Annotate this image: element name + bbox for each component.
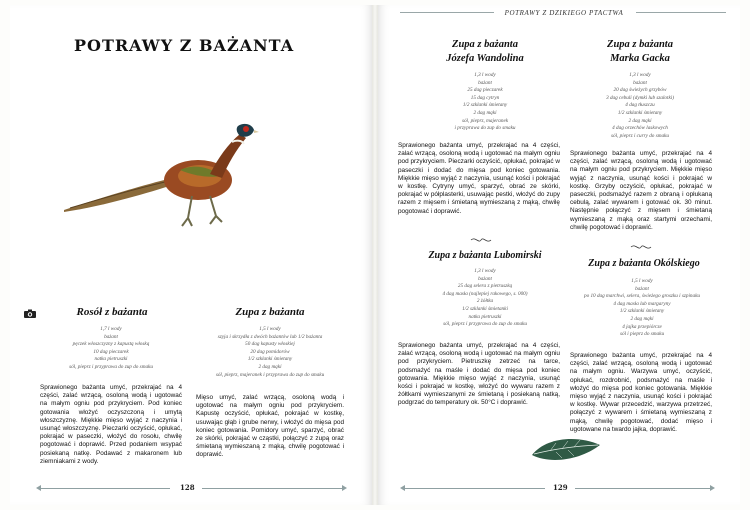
ingredient-item: 2 dag mąki [258, 363, 282, 370]
ingredient-item: 2 dag mąki [628, 117, 652, 124]
ingredient-item: 15 dag cytryn [470, 94, 500, 101]
footer-rule-left-a [40, 488, 170, 489]
ingredient-item: 1/2 szklanki śmietany [619, 308, 665, 315]
ingredient-item: sól, pieprz, majeranek i przyprawa do zup do smaku [215, 371, 325, 378]
ingredient-item: 50 dag kapusty włoskiej [245, 341, 295, 348]
ingredient-item: sól, pieprz i przyprawa do zup do smaku [69, 363, 153, 370]
recipe-title-line: Zupa z bażanta [607, 39, 673, 50]
page-number-right: 129 [553, 483, 568, 492]
arrow-ornament-icon [710, 485, 715, 491]
ingredient-list-zupa [196, 326, 344, 379]
ingredient-item: pęczek włoszczyzny z kapustą włoską [72, 341, 150, 348]
ingredient-item: bażant [104, 333, 118, 340]
ingredient-item: 2 żółtka [476, 298, 494, 305]
ingredient-item: 25 dag pieczarek [467, 87, 503, 94]
ingredient-item: po 10 dag marchwi, selera, świeżego groszku i szpinaku [583, 293, 701, 300]
ingredient-item: 1/2 szklanki śmietanki [462, 305, 508, 312]
ingredient-item: 2 dag mąki [630, 315, 654, 322]
ingredient-item: natka pietruszki [468, 313, 502, 320]
ingredient-item: sól, pieprz i curry do smaku [611, 132, 669, 139]
ingredient-item: 1,7 l wody [100, 326, 122, 332]
ingredient-item: 1,3 l wody [629, 72, 651, 78]
recipe-title-okolskiego: Zupa z bażanta Okólskiego [588, 258, 700, 269]
ingredient-item: 2 dag mąki [473, 109, 497, 116]
flourish-ornament-icon [470, 236, 492, 244]
ingredient-item: bażant [478, 79, 492, 86]
camera-icon [24, 309, 36, 318]
ingredient-item: natka pietruszki [94, 356, 128, 363]
ingredient-item: 4 jajka przepiórcze [622, 323, 662, 330]
arrow-ornament-icon [342, 485, 347, 491]
ingredient-item: 25 dag selera z pietruszką [457, 283, 513, 290]
ingredient-item: i przyprawa do zup do smaku [454, 125, 516, 132]
recipe-body-okolskiego: Sprawionego bażanta umyć, przekrajać na 4 części, zalać wrzącą, osoloną wodą i ugotować na małym ogniu. Warzywa umyć, oczyścić, opłukać, rozdrobnić, podsmażyć na maśle i włożyć do mięsa pod koniec gotowania. Miękkie mięso wyjąć z naczynia, usunąć kości i pokrajać w kostkę. Wywar przecedzić, warzywa przetrzeć, połączyć z wywarem i śmietaną wymieszaną z mąką, chwilę pogotować, dodać mięso i ugotowane na twardo jajka, doprawić. [570, 352, 712, 433]
arrow-ornament-icon [36, 485, 41, 491]
recipe-title-lubomirski: Zupa z bażanta Lubomirski [428, 250, 542, 261]
ingredient-item: sól i pieprz do smaku [619, 331, 665, 338]
ingredient-item: bażant [478, 275, 492, 282]
leaf-ornament-icon [530, 433, 602, 465]
pheasant-illustration [60, 118, 260, 238]
ingredient-item: 10 dag pieczarek [93, 348, 129, 355]
page-number-left: 128 [180, 483, 195, 492]
recipe-body-wandolina: Sprawionego bażanta umyć, przekrajać na 4 części, zalać wrzącą, osoloną wodą i ugotować na małym ogniu pod przykryciem. Pieczarki oczyścić, opłukać, pokrajać w paseczki i dodać do mięsa pod koniec gotowania. Miękkie mięso wyjąć z naczynia, usunąć kości i pokrajać w kostkę. Cytryny umyć, sparzyć, obrać ze skórki, pokrajać w półplasterki, usuwając pestki, włożyć do zupy razem z mięsem i śmietaną wymieszaną z mąką, chwilę pogotować i doprawić. [398, 142, 560, 215]
recipe-title-rosol: Rosół z bażanta [76, 306, 148, 318]
footer-rule-right-b [575, 488, 710, 489]
ingredient-item: sól, pieprz i przyprawa do zup do smaku [443, 321, 527, 328]
ingredient-list-rosol [40, 326, 182, 372]
ingredient-item: 1,5 l wody [259, 326, 281, 332]
ingredient-item: 1/2 szklanki śmietany [462, 102, 508, 109]
recipe-title-zupa: Zupa z bażanta [235, 306, 305, 318]
ingredient-item: 1/2 szklanki śmietany [617, 109, 663, 116]
ingredient-list-lubomirski [405, 268, 565, 329]
recipe-body-gacka: Sprawionego bażanta umyć, przekrajać na 4 części, zalać wrzącą, osoloną wodą i ugotować na małym ogniu pod przykryciem. Miękkie mięso wyjąć z naczynia, usunąć kości i pokrajać w kostkę. Grzyby oczyścić, opłukać, pokrajać w paseczki, podsmażyć razem z obraną i opłukaną cebulą, zalać wywarem i gotować ok. 30 minut. Następnie połączyć z mięsem i śmietaną wymieszaną z mąką oraz startymi orzechami, chwilę pogotować i doprawić. [570, 150, 712, 231]
recipe-title-line: Marka Gacka [610, 53, 670, 64]
recipe-body-rosol: Sprawionego bażanta umyć, przekrajać na 4 części, zalać wrzącą, osoloną wodą i ugotować na małym ogniu pod przykryciem. Pod koniec gotowania włożyć oczyszczoną i umytą włoszczyznę. Miękkie mięso wyjąć z naczynia i usunąć włoszczyznę. Pieczarki oczyścić, opłukać, pokrajać w paseczki, włożyć do rosołu, chwilę pogotować i doprawić. Przed podaniem wsypać posiekaną natkę. Podawać z makaronem lub ziemniakami z wody. [40, 384, 182, 465]
ingredient-item: 4 dag tłuszczu [625, 102, 655, 109]
ingredient-list-wandolina [405, 72, 565, 133]
ingredient-item: bażant [633, 79, 647, 86]
ingredient-item: 1,5 l wody [631, 278, 653, 284]
header-rule-right [636, 12, 726, 13]
ingredient-item: 4 dag masła lub margaryny [613, 300, 671, 307]
recipe-title-line: Józefa Wandolina [446, 53, 524, 64]
ingredient-list-okolskiego [570, 278, 714, 339]
recipe-title-gacka [580, 38, 700, 66]
flourish-ornament-icon [630, 243, 652, 251]
ingredient-item: 4 dag masła (najlepiej rakowego, s. 000) [442, 290, 528, 297]
recipe-body-zupa: Mięso umyć, zalać wrzącą, osoloną wodą i ugotować na małym ogniu pod przykryciem. Kapustę oczyścić, opłukać, pokrajać w kostkę, usuwając głąb i grube nerwy, i włożyć do mięsa pod koniec gotowania. Pomidory umyć, sparzyć, obrać ze skórki, pokrajać w cząstki, połączyć z zupą oraz śmietaną wymieszaną z mąką, chwilę pogotować i doprawić. [196, 394, 344, 459]
ingredient-item: 3 dag cebuli (dymki lub szalotki) [606, 94, 674, 101]
header-rule-left [400, 12, 494, 13]
running-head: POTRAWY Z DZIKIEGO PTACTWA [504, 9, 624, 17]
ingredient-list-gacka [570, 72, 710, 140]
ingredient-item: 4 dag orzechów laskowych [612, 125, 668, 132]
recipe-title-line: Zupa z bażanta [452, 39, 518, 50]
footer-rule-right-a [405, 488, 545, 489]
ingredient-item: 1,3 l wody [474, 72, 496, 78]
page-title: POTRAWY Z BAŻANTA [74, 36, 295, 55]
ingredient-item: szyja i skrzydła z dwóch bażantów lub 1/2 bażanta [217, 333, 323, 340]
footer-rule-left-b [202, 488, 342, 489]
ingredient-item: bażant [635, 285, 649, 292]
recipe-body-lubomirski: Sprawionego bażanta umyć, przekrajać na 4 części, zalać wrzącą, osoloną wodą i ugotować na małym ogniu pod przykryciem. Pietruszkę zetrzeć na tarce, podsmażyć na maśle i dodać do mięsa pod koniec gotowania. Miękkie mięso wyjąć z naczynia, usunąć kości i pokrajać w kostkę, włożyć do wywaru razem z żółtkami wymieszanymi ze śmietaną i posiekaną natką, podgrzać do temperatury ok. 50°C i doprawić. [398, 342, 560, 407]
ingredient-item: sól, pieprz, majeranek [461, 117, 509, 124]
ingredient-item: 20 dag świeżych grzybów [613, 87, 667, 94]
ingredient-item: 20 dag pomidorów [250, 348, 290, 355]
recipe-title-wandolina [410, 38, 560, 66]
ingredient-item: 1/2 szklanki śmietany [247, 356, 293, 363]
ingredient-item: 1,3 l wody [474, 268, 496, 274]
